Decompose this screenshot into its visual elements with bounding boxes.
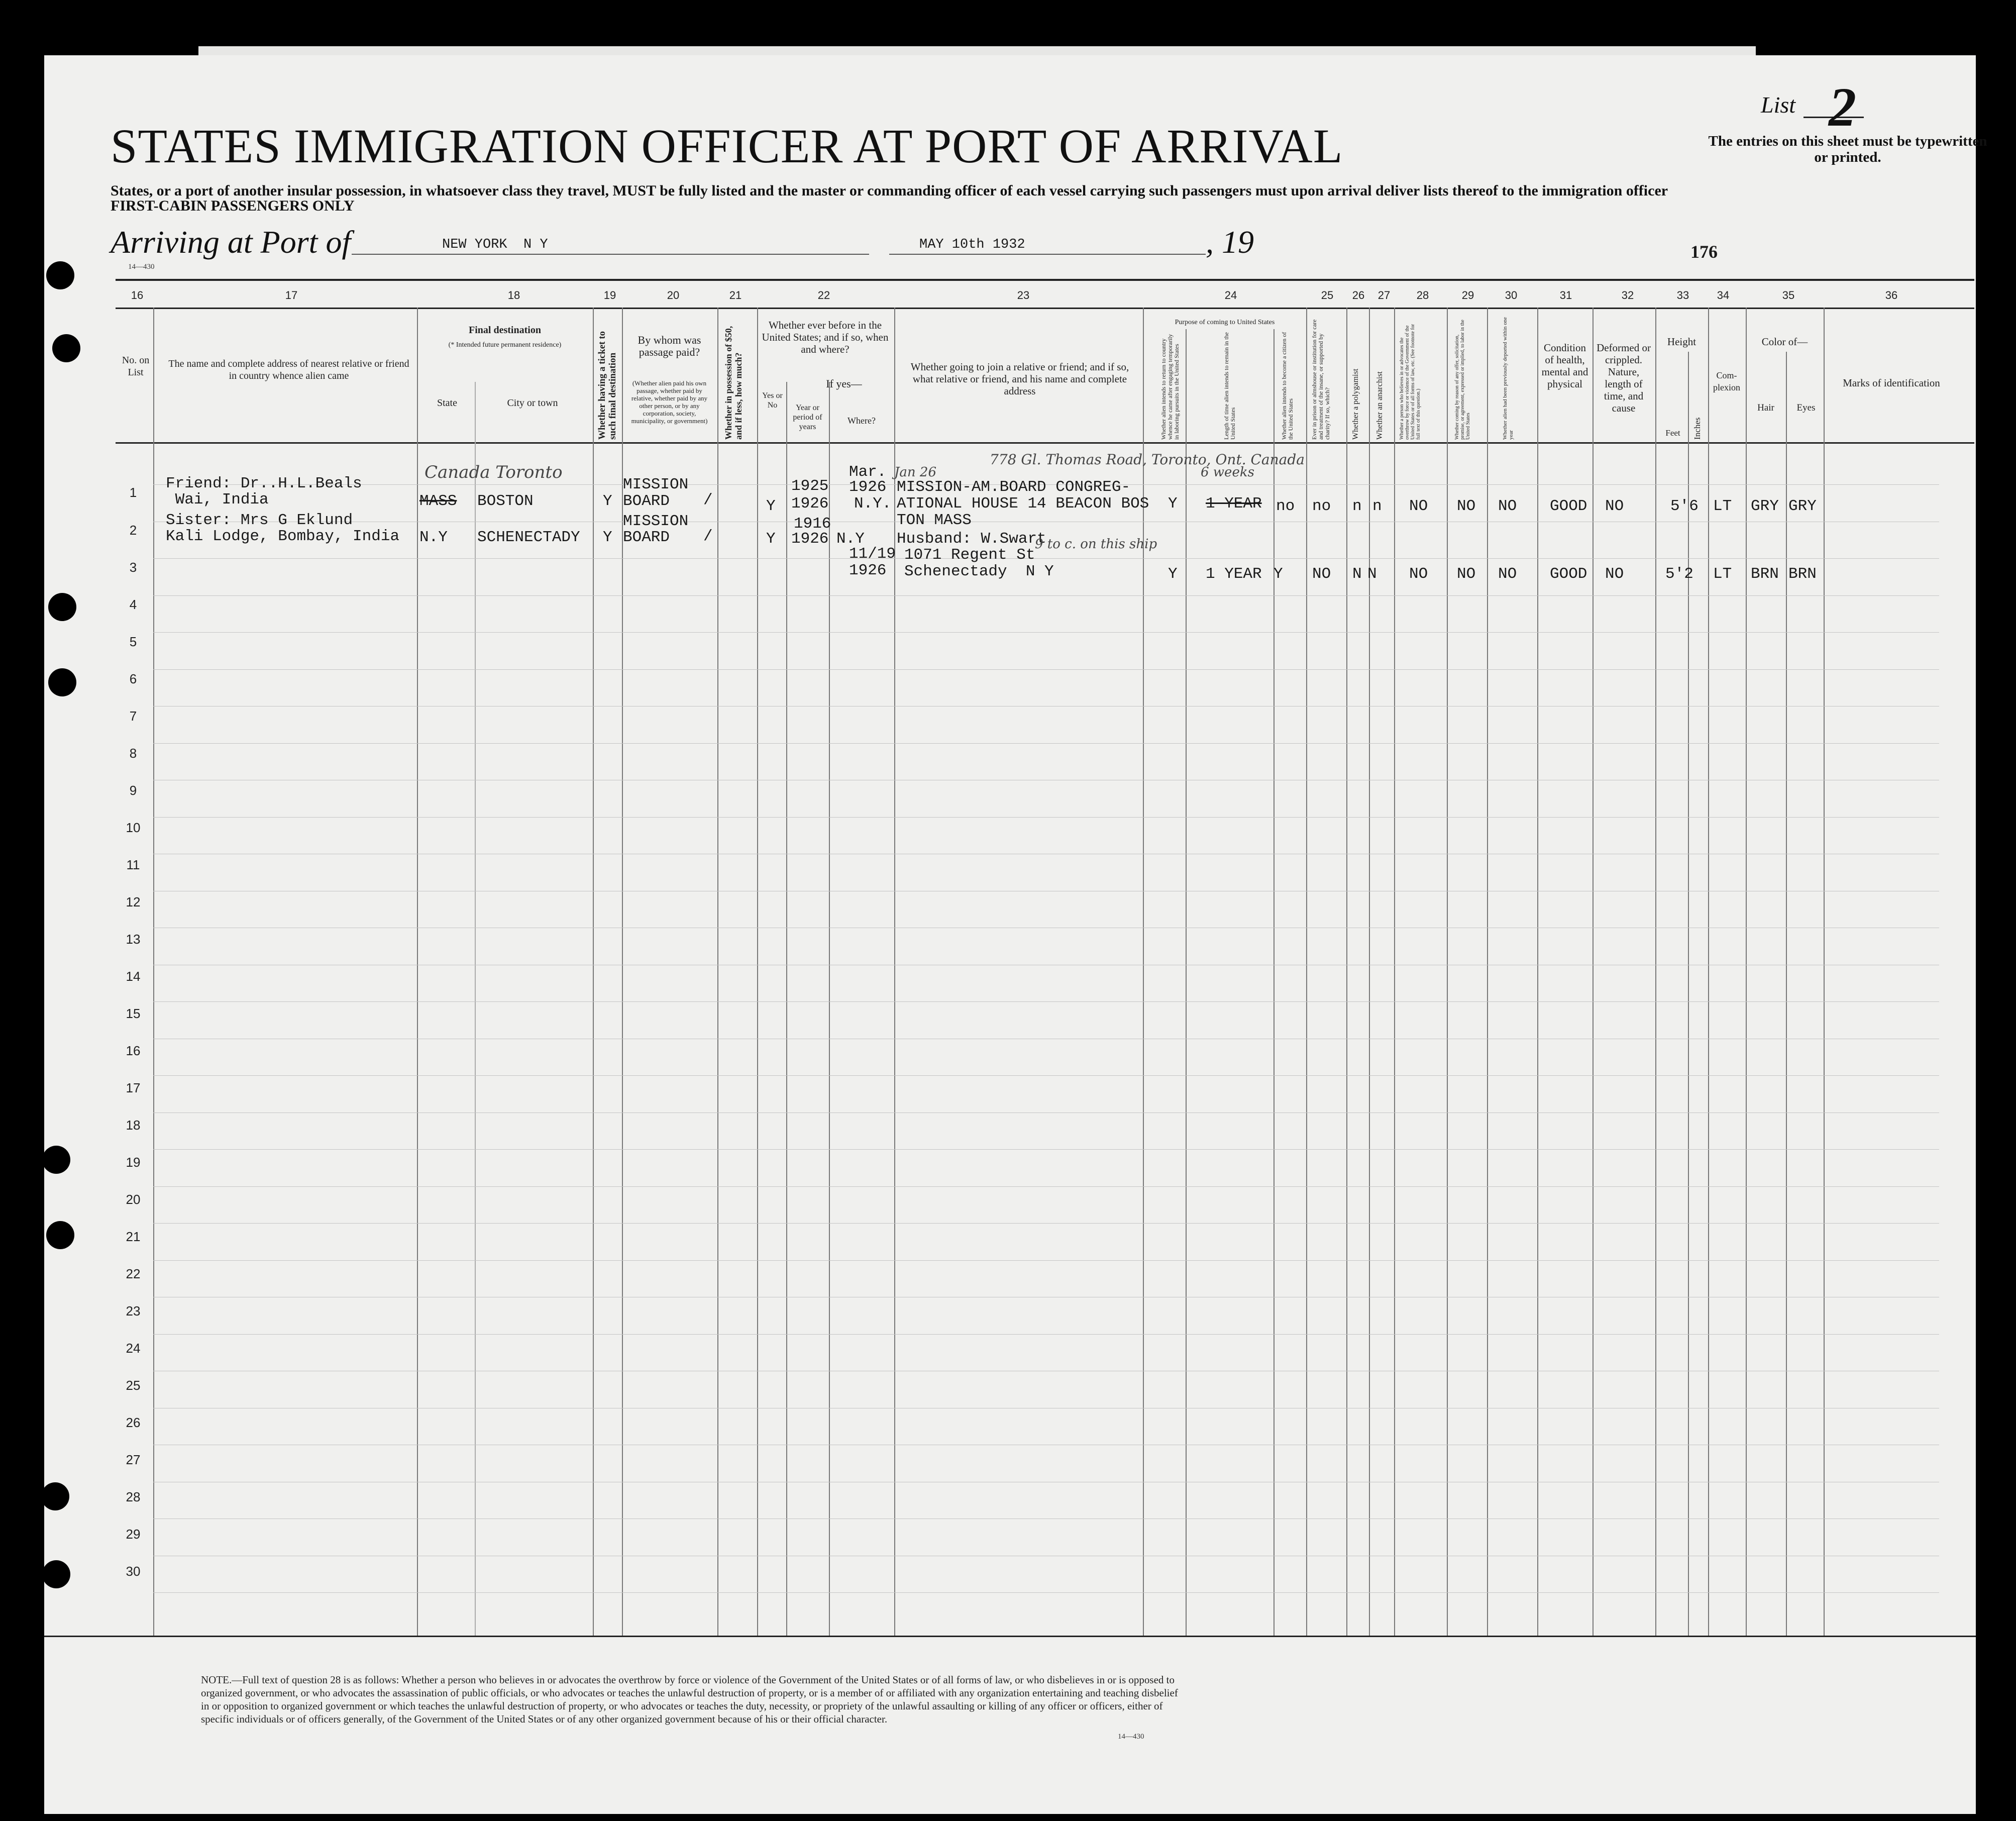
destination-state: N.Y (419, 529, 448, 546)
q30-value: NO (1498, 565, 1517, 583)
where-before: N.Y. (854, 495, 892, 513)
purpose-return: Y (1168, 565, 1178, 583)
before-in-us: Y (766, 530, 776, 548)
column-number: 21 (729, 289, 742, 301)
money-value: / (703, 528, 713, 545)
row-number: 26 (126, 1415, 141, 1430)
header-year-period: Year or period of years (793, 403, 822, 431)
column-number-rule (116, 308, 1974, 309)
punch-hole (48, 668, 76, 696)
instructions-line: States, or a port of another insular possession, in whatsoever class they travel, MUST be fully listed and the master or commanding officer of each vessel carrying such passengers must upon arrival deliver lists thereof to the immigration officer (111, 182, 1668, 199)
where-before: Mar. (849, 463, 887, 481)
paid-by: MISSION (623, 476, 689, 493)
join-relative: MISSION-AM.BOARD CONGREG- (897, 478, 1131, 496)
row-number: 6 (129, 671, 137, 686)
row-number: 29 (126, 1527, 141, 1542)
years-before: 1926 (791, 530, 829, 548)
deformed-value: NO (1605, 497, 1624, 515)
entries-note: The entries on this sheet must be typewritten or printed. (1708, 133, 1987, 165)
column-number: 26 (1352, 289, 1365, 301)
where-before: 1926 (849, 562, 887, 579)
handwritten-row2-note: 9 to c. on this ship (1035, 537, 1157, 552)
row-number: 17 (126, 1080, 141, 1095)
row-number: 9 (129, 783, 137, 798)
row-number: 1 (129, 485, 137, 500)
column-number: 20 (667, 289, 680, 301)
header-nearest-relative: The name and complete address of nearest relative or friend in country whence alien came (168, 358, 409, 381)
complexion-value: LT (1713, 565, 1732, 583)
where-before: 11/19 (849, 545, 896, 563)
header-prison: Ever in prison or almshouse or institution for care and treatment of the insane, or supported by charity? If so, which? (1311, 319, 1331, 440)
header-condition: Condition of health, mental and physical (1541, 342, 1588, 390)
years-before: 1926 (791, 495, 829, 513)
table-bottom-rule (44, 1636, 1976, 1637)
health-value: GOOD (1550, 497, 1587, 515)
column-number: 30 (1505, 289, 1518, 301)
column-number: 34 (1717, 289, 1730, 301)
header-where: Where? (847, 416, 876, 426)
column-number: 33 (1676, 289, 1689, 301)
list-label: List (1761, 92, 1796, 118)
header-purpose-c: Whether alien intends to become a citizen of the United States (1281, 332, 1294, 440)
prison-value: no (1312, 497, 1331, 515)
column-number: 31 (1559, 289, 1572, 301)
q28-value: NO (1409, 565, 1428, 583)
destination-city: SCHENECTADY (477, 529, 580, 546)
join-relative: Husband: W.Swart (897, 530, 1046, 548)
header-inches: Inches (1692, 417, 1702, 440)
page-title: STATES IMMIGRATION OFFICER AT PORT OF ARRIVAL (111, 119, 1343, 173)
q29-value: NO (1457, 497, 1476, 515)
list-number: 2 (1829, 76, 1856, 138)
handwritten-where-correction: Jan 26 (894, 465, 937, 480)
relative-address: Friend: Dr..H.L.Beals (166, 475, 362, 492)
q28-value: NO (1409, 497, 1428, 515)
column-number: 27 (1377, 289, 1391, 301)
paid-by: MISSION (623, 513, 689, 530)
column-number: 25 (1321, 289, 1334, 301)
row-number: 27 (126, 1452, 141, 1467)
cabin-class-line: FIRST-CABIN PASSENGERS ONLY (111, 197, 355, 214)
header-marks: Marks of identification (1843, 377, 1940, 389)
row-number: 3 (129, 560, 137, 575)
header-city: City or town (507, 397, 558, 409)
row-number: 16 (126, 1043, 141, 1058)
row-number: 19 (126, 1155, 141, 1170)
ticket-value: Y (603, 529, 612, 546)
header-complexion: Com-plexion (1713, 370, 1740, 392)
height-value: 5'6 (1670, 497, 1699, 515)
purpose-length: 1 YEAR (1206, 565, 1262, 583)
row-number: 18 (126, 1118, 141, 1133)
header-bottom-rule (116, 442, 1974, 444)
header-q28: Whether a person who believes in or advocates the overthrow by force or violence of the Government of the United States or of all forms of law, etc. (See footnote for full text of this question.) (1399, 324, 1421, 440)
header-eyes: Eyes (1796, 402, 1816, 413)
row-number: 25 (126, 1378, 141, 1393)
join-relative: 1071 Regent St (904, 546, 1035, 564)
years-before: 1916 (794, 515, 831, 533)
column-number: 18 (507, 289, 520, 301)
row-number: 4 (129, 597, 137, 612)
years-before: 1925 (791, 477, 829, 495)
header-hair: Hair (1757, 402, 1774, 413)
handwritten-duration: 6 weeks (1201, 465, 1254, 480)
destination-city: BOSTON (477, 492, 534, 510)
year-prefix: , 19 (1206, 224, 1254, 260)
destination-state: MASS (419, 492, 457, 510)
table-top-rule (116, 279, 1974, 281)
deformed-value: NO (1605, 565, 1624, 583)
port-underline (352, 254, 869, 255)
purpose-length: 1 YEAR (1206, 495, 1262, 513)
join-relative: TON MASS (897, 512, 972, 529)
header-final-destination-note: (* Intended future permanent residence) (448, 341, 562, 349)
eyes-value: GRY (1788, 497, 1817, 515)
relative-address: Wai, India (166, 491, 269, 509)
row-number: 7 (129, 709, 137, 724)
column-number: 35 (1782, 289, 1795, 301)
where-before: 1926 (849, 478, 887, 496)
column-number: 22 (817, 289, 830, 301)
row-number: 10 (126, 820, 141, 835)
paid-by: BOARD (623, 492, 670, 510)
q29-value: NO (1457, 565, 1476, 583)
row-number: 21 (126, 1229, 141, 1244)
header-feet: Feet (1665, 428, 1680, 438)
health-value: GOOD (1550, 565, 1587, 583)
money-value: / (703, 491, 713, 509)
row-number: 2 (129, 523, 137, 538)
where-before: N.Y (836, 530, 865, 548)
header-anarchist: Whether an anarchist (1375, 371, 1384, 440)
column-number: 36 (1885, 289, 1898, 301)
header-deformed: Deformed or crippled. Nature, length of time, and cause (1597, 342, 1651, 414)
hair-value: GRY (1751, 497, 1779, 515)
form-code: 14—430 (128, 263, 155, 271)
complexion-value: LT (1713, 497, 1732, 515)
page-number: 176 (1690, 242, 1718, 262)
column-number: 32 (1621, 289, 1634, 301)
before-in-us: Y (766, 497, 776, 515)
port-value: NEW YORK N Y (442, 237, 548, 252)
join-relative: Schenectady N Y (904, 563, 1054, 580)
handwritten-city-correction: Canada Toronto (425, 462, 563, 482)
header-if-yes: If yes— (826, 377, 862, 390)
row-number: 13 (126, 932, 141, 947)
purpose-citizen: Y (1274, 565, 1283, 583)
relative-address: Kali Lodge, Bombay, India (166, 528, 400, 545)
row-number: 8 (129, 746, 137, 761)
row-number: 30 (126, 1564, 141, 1579)
anarchist-value: N (1367, 565, 1377, 583)
header-by-whom: By whom was passage paid? (638, 334, 701, 358)
arrival-date: MAY 10th 1932 (919, 237, 1025, 252)
row-number: 15 (126, 1006, 141, 1021)
hair-value: BRN (1751, 565, 1779, 583)
header-q30: Whether alien had been previously deported within one year (1502, 317, 1514, 440)
row-number: 5 (129, 634, 137, 649)
header-purpose-a: Whether alien intends to return to country whence he came after engaging temporarily in laboring pursuits in the United States (1160, 334, 1180, 440)
header-final-destination: Final destination (469, 325, 541, 336)
arriving-label: Arriving at Port of (111, 224, 351, 260)
header-color-of: Color of— (1761, 336, 1808, 348)
header-by-whom-note: (Whether alien paid his own passage, whether paid by relative, whether paid by any other person, or by any corporation, society, municipality, or government) (631, 379, 708, 425)
header-no-on-list: No. on List (122, 355, 150, 378)
footnote-code: 14—430 (1118, 1733, 1144, 1741)
header-money: Whether in possession of $50, and if less, how much? (723, 326, 744, 440)
punch-hole (41, 1482, 69, 1510)
header-purpose: Purpose of coming to United States (1175, 319, 1275, 326)
footnote: NOTE.—Full text of question 28 is as follows: Whether a person who believes in or advocates the overthrow by force or violence of the Government of the United States or of all forms of law, or who disbelieves in or is opposed to organized government, or who advocates the assassination of public officials, or who advocates or teaches the unlawful destruction of property, or is a member of or affiliated with any organization entertaining and teaching disbelief in or opposition to organized government or which teaches the unlawful destruction of property, or who advocates or teaches the duty, necessity, or propriety of the unlawful assaulting or killing of any officer or officers, either of specific individuals or of officers generally, of the Government of the United States or of any other organized government because of his or their official character. (201, 1674, 1178, 1725)
punch-hole (42, 1146, 70, 1174)
header-state: State (437, 397, 457, 409)
row-number: 24 (126, 1341, 141, 1356)
header-height: Height (1667, 336, 1696, 348)
row-number: 12 (126, 894, 141, 909)
header-before-in-us: Whether ever before in the United States; and if so, when and where? (762, 319, 889, 355)
header-q29: Whether coming by reason of any offer, solicitation, promise, or agreement, expressed or implied, to labor in the United States (1454, 320, 1471, 440)
header-ticket: Whether having a ticket to such final destination (597, 331, 618, 440)
prison-value: NO (1312, 565, 1331, 583)
polygamist-value: n (1352, 497, 1362, 515)
height-value: 5'2 (1665, 565, 1693, 583)
column-number: 19 (603, 289, 616, 301)
row-number: 28 (126, 1489, 141, 1504)
relative-address: Sister: Mrs G Eklund (166, 512, 353, 529)
header-polygamist: Whether a polygamist (1351, 368, 1360, 440)
polygamist-value: N (1352, 565, 1362, 583)
row-number: 23 (126, 1303, 141, 1319)
header-purpose-b: Length of time alien intends to remain in the United States (1223, 332, 1236, 440)
purpose-citizen: no (1276, 497, 1295, 515)
column-number: 23 (1017, 289, 1030, 301)
punch-hole (46, 1221, 74, 1249)
handwritten-address-correction: 778 Gl. Thomas Road, Toronto, Ont. Canada (990, 451, 1305, 468)
column-number: 28 (1416, 289, 1429, 301)
column-number: 16 (131, 289, 144, 301)
header-yes-no: Yes or No (762, 391, 783, 410)
paid-by: BOARD (623, 529, 670, 546)
column-number: 24 (1224, 289, 1237, 301)
manifest-sheet (44, 55, 1976, 1814)
eyes-value: BRN (1788, 565, 1817, 583)
punch-hole (48, 593, 76, 621)
q30-value: NO (1498, 497, 1517, 515)
date-underline (889, 254, 1206, 255)
column-number: 17 (285, 289, 298, 301)
punch-hole (52, 334, 80, 362)
row-number: 20 (126, 1192, 141, 1207)
purpose-return: Y (1168, 495, 1178, 513)
header-join-relative: Whether going to join a relative or friend; and if so, what relative or friend, and his name and complete address (910, 361, 1129, 397)
ticket-value: Y (603, 492, 612, 510)
punch-hole (46, 261, 74, 289)
row-number: 11 (126, 857, 140, 872)
join-relative: ATIONAL HOUSE 14 BEACON BOS (897, 495, 1149, 513)
row-number: 22 (126, 1266, 141, 1281)
anarchist-value: n (1372, 497, 1382, 515)
column-number: 29 (1461, 289, 1474, 301)
punch-hole (42, 1560, 70, 1588)
row-number: 14 (126, 969, 141, 984)
